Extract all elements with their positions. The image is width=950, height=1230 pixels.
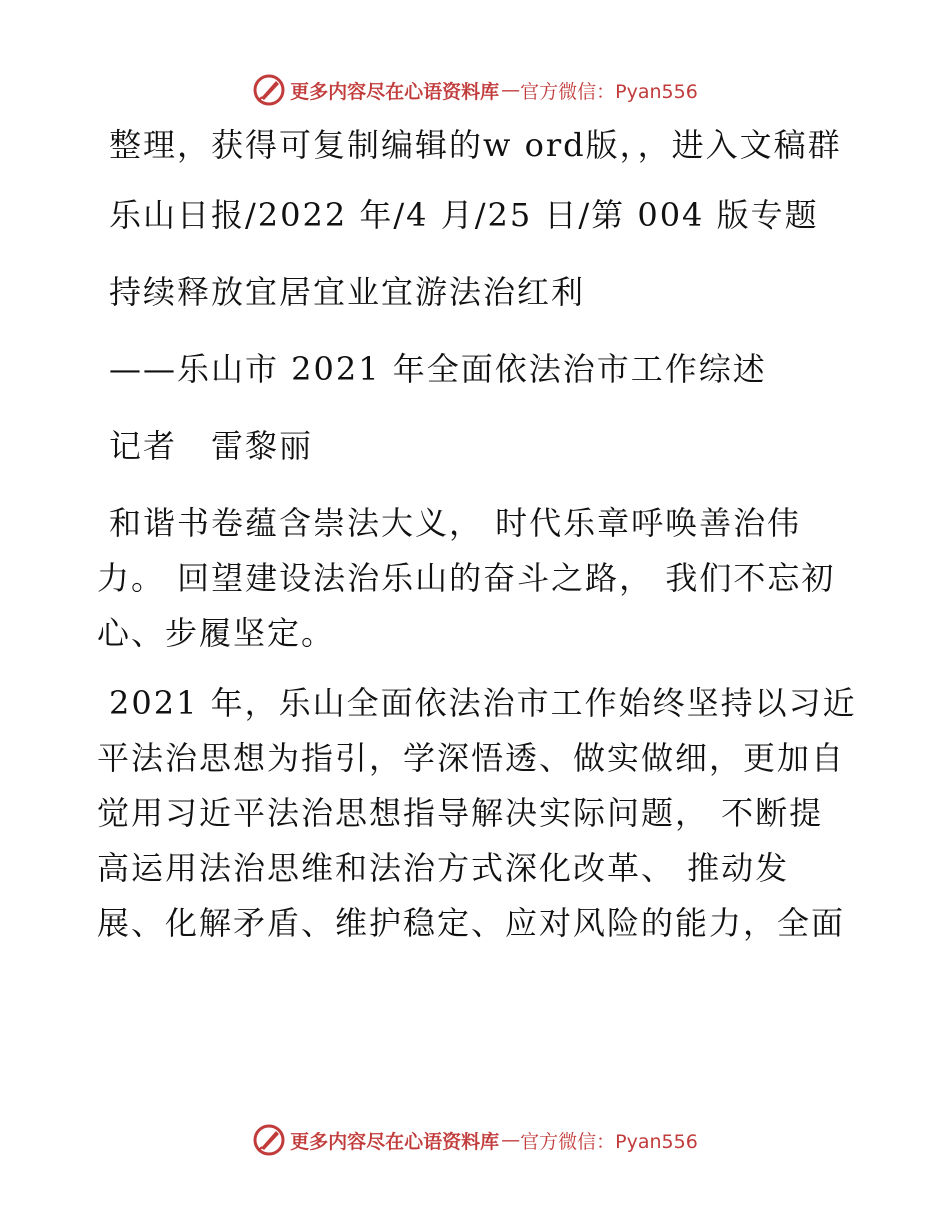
quill-logo-icon [252, 73, 286, 107]
article-title: 持续释放宜居宜业宜游法治红利 [109, 273, 586, 311]
footer-watermark-banner [0, 1120, 950, 1160]
body-paragraph-2: 2021 年，乐山全面依法治市工作始终坚持以习近平法治思想为指引，学深悟透、做实做细，更加自觉用习近平法治思想指导解决实际问题， 不断提高运用法治思维和法治方式深化改革、 推动发展、化解矛盾、维护稳定、应对风险的能力，全面 [97, 684, 857, 942]
banner-main-text: 更多内容尽在心语资料库 [290, 1130, 500, 1153]
banner-wechat-text: 官方微信：Pyan556 [520, 1130, 698, 1153]
banner-wechat-text: 官方微信：Pyan556 [520, 80, 698, 103]
byline: 记者 雷黎丽 [109, 427, 314, 465]
intro-line: 整理，获得可复制编辑的w ord版，，进入文稿群 [109, 126, 842, 164]
article-subtitle: ——乐山市 2021 年全面依法治市工作综述 [109, 350, 767, 388]
banner-separator: — [501, 1129, 521, 1151]
banner-main-text: 更多内容尽在心语资料库 [290, 80, 500, 103]
banner-separator: — [501, 79, 521, 101]
source-line: 乐山日报/2022 年/4 月/25 日/第 004 版专题 [109, 196, 819, 234]
quill-logo-icon [252, 1123, 286, 1157]
body-paragraph-1: 和谐书卷蕴含崇法大义， 时代乐章呼唤善治伟力。 回望建设法治乐山的奋斗之路， 我们不忘初心、步履坚定。 [97, 504, 836, 652]
header-watermark-banner [0, 70, 950, 110]
document-body [97, 118, 857, 966]
